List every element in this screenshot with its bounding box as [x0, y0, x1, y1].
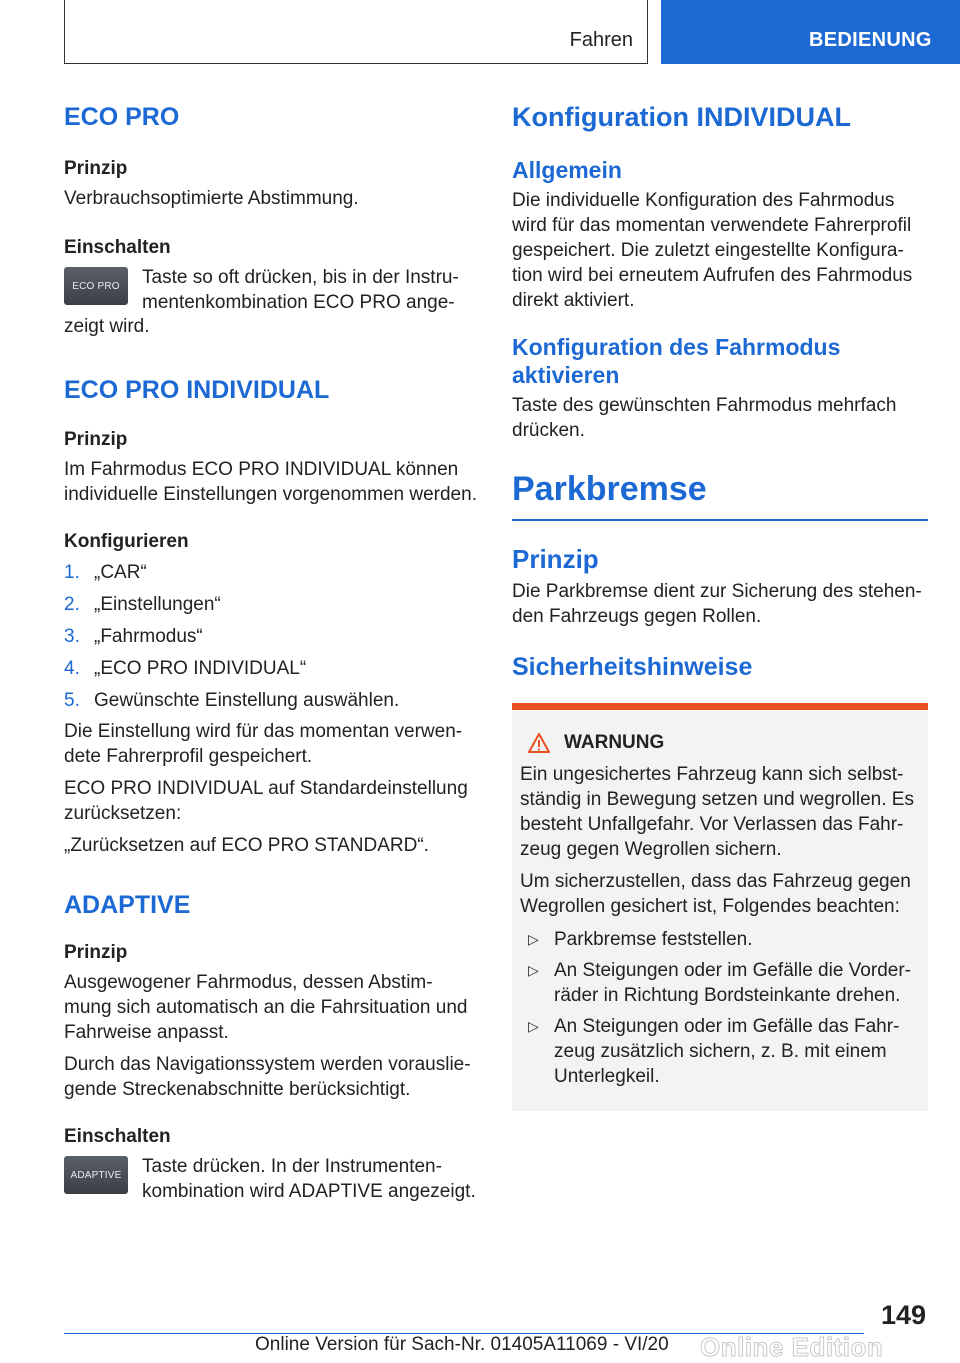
- bullet-triangle-icon: ▷: [528, 1018, 539, 1034]
- safety-heading: Sicherheitshinweise: [512, 653, 753, 681]
- header-chapter-tab: [661, 0, 960, 64]
- left-column: [64, 100, 480, 1204]
- right-column: [512, 100, 928, 1111]
- eco-pro-individual-note-1: Die Einstellung wird für das momentan verwen-dete Fahrerprofil gespeichert.: [64, 721, 463, 767]
- header-section-tab: [64, 0, 648, 64]
- adaptive-switch-text-1: Taste drücken. In der Instrumenten-: [142, 1156, 442, 1177]
- list-item: 4. „ECO PRO INDIVIDUAL“: [64, 658, 307, 679]
- parkbremse-principle-label: Prinzip: [512, 544, 599, 574]
- eco-pro-individual-note-3: „Zurücksetzen auf ECO PRO STANDARD“.: [64, 835, 429, 856]
- eco-pro-individual-principle-text: Im Fahrmodus ECO PRO INDIVIDUAL können individuelle Einstellungen vorgenommen werden.: [64, 459, 477, 505]
- eco-pro-switch-text-3: zeigt wird.: [64, 316, 150, 337]
- parkbremse-heading: Parkbremse: [512, 470, 707, 508]
- warning-box: [512, 703, 928, 1111]
- list-item: 5. Gewünschte Einstellung auswählen.: [64, 690, 400, 711]
- konfig-heading: Konfiguration INDIVIDUAL: [512, 102, 851, 132]
- warning-triangle-icon: [528, 733, 550, 753]
- adaptive-switch-label: Einschalten: [64, 1126, 171, 1147]
- warning-text-2: Um sicherzustellen, dass das Fahrzeug gegen Wegrollen gesichert ist, Folgendes beachten:: [520, 871, 911, 917]
- header-chapter-label: BEDIENUNG: [809, 29, 932, 51]
- list-item: ▷ An Steigungen oder im Gefälle die Vorder-räder in Richtung Bordsteinkante drehen.: [528, 960, 911, 1006]
- list-item: 1. „CAR“: [64, 562, 147, 583]
- adaptive-button-icon: ADAPTIVE: [64, 1156, 128, 1194]
- warning-text-1: Ein ungesichertes Fahrzeug kann sich selbst-ständig in Bewegung setzen und wegrollen. Es besteht Unfallgefahr. Vor Verlassen das Fahr-zeug gegen Wegrollen sichern.: [520, 764, 914, 860]
- list-item: 3. „Fahrmodus“: [64, 626, 203, 647]
- eco-pro-switch-row: [64, 265, 480, 315]
- eco-pro-switch-label: Einschalten: [64, 237, 171, 258]
- warning-title: WARNUNG: [564, 732, 665, 753]
- adaptive-principle-text-1: Ausgewogener Fahrmodus, dessen Abstim-mung sich automatisch an die Fahrsituation und Fahrweise anpasst.: [64, 972, 468, 1043]
- adaptive-switch-row: [64, 1154, 480, 1204]
- konfig-general-label: Allgemein: [512, 157, 622, 183]
- configure-steps-list: [64, 557, 480, 717]
- konfig-activate-text: Taste des gewünschten Fahrmodus mehrfach drücken.: [512, 395, 897, 441]
- adaptive-principle-text-2: Durch das Navigationssystem werden vorauslie-gende Streckenabschnitte berücksichtigt.: [64, 1054, 471, 1100]
- warning-bullet-list: [520, 927, 920, 1089]
- footer-version-text: Online Version für Sach-Nr. 01405A11069 - VI/20: [255, 1334, 669, 1355]
- adaptive-principle-label: Prinzip: [64, 942, 128, 963]
- header-section-label: Fahren: [569, 29, 633, 51]
- eco-pro-individual-note-2: ECO PRO INDIVIDUAL auf Standardeinstellung zurücksetzen:: [64, 778, 468, 824]
- eco-pro-individual-configure-label: Konfigurieren: [64, 531, 189, 552]
- bullet-triangle-icon: ▷: [528, 962, 539, 978]
- eco-pro-individual-principle-label: Prinzip: [64, 429, 128, 450]
- eco-pro-individual-heading: ECO PRO INDIVIDUAL: [64, 376, 330, 404]
- eco-pro-heading: ECO PRO: [64, 103, 180, 131]
- parkbremse-principle-text: Die Parkbremse dient zur Sicherung des stehen-den Fahrzeugs gegen Rollen.: [512, 581, 922, 627]
- eco-pro-switch-text-1: Taste so oft drücken, bis in der Instru-: [142, 267, 459, 288]
- eco-pro-button-icon: ECO PRO: [64, 267, 128, 305]
- list-item: 2. „Einstellungen“: [64, 594, 221, 615]
- list-item: ▷ An Steigungen oder im Gefälle das Fahr-zeug zusätzlich sichern, z. B. mit einem Unterlegkeil.: [528, 1016, 900, 1087]
- bullet-triangle-icon: ▷: [528, 931, 539, 947]
- konfig-activate-label: Konfiguration des Fahrmodus aktivieren: [512, 334, 841, 388]
- eco-pro-principle-label: Prinzip: [64, 158, 128, 179]
- adaptive-switch-text-2: kombination wird ADAPTIVE angezeigt.: [142, 1181, 476, 1202]
- konfig-general-text: Die individuelle Konfiguration des Fahrmodus wird für das momentan verwendete Fahrerprofil gespeichert. Die zuletzt eingestellte Konfigura-tion wird bei erneutem Aufrufen des Fahrmodus direkt aktiviert.: [512, 190, 913, 311]
- page-number: 149: [880, 1300, 926, 1330]
- warning-title-row: [528, 730, 920, 756]
- footer-watermark: Online Edition: [700, 1332, 884, 1362]
- list-item: ▷ Parkbremse feststellen.: [528, 929, 753, 950]
- adaptive-heading: ADAPTIVE: [64, 891, 191, 919]
- eco-pro-principle-text: Verbrauchsoptimierte Abstimmung.: [64, 188, 359, 209]
- eco-pro-switch-text-2: mentenkombination ECO PRO ange-: [142, 292, 455, 313]
